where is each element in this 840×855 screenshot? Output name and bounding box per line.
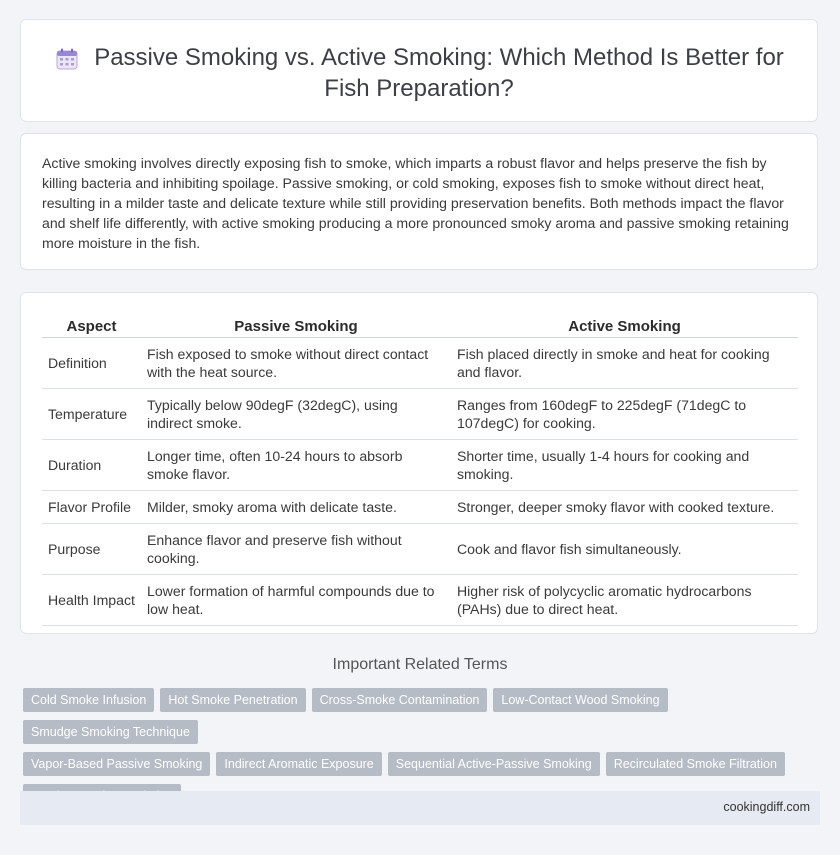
row-active: Stronger, deeper smoky flavor with cooked texture.	[451, 491, 798, 524]
intro-card	[20, 133, 818, 270]
comparison-table	[42, 312, 798, 626]
footer	[20, 791, 820, 825]
tag-sequential-active-passive-smoking[interactable]: Sequential Active-Passive Smoking	[388, 752, 600, 776]
comparison-card	[20, 292, 818, 634]
row-aspect: Health Impact	[42, 575, 141, 626]
row-aspect: Duration	[42, 440, 141, 491]
table-row	[42, 389, 798, 440]
header-aspect: Aspect	[42, 312, 141, 338]
title-card	[20, 19, 818, 122]
tag-cross-smoke-contamination[interactable]: Cross-Smoke Contamination	[312, 688, 488, 712]
tag-low-contact-wood-smoking[interactable]: Low-Contact Wood Smoking	[493, 688, 667, 712]
row-passive: Longer time, often 10-24 hours to absorb smoke flavor.	[141, 440, 451, 491]
table-row	[42, 491, 798, 524]
tag-hot-smoke-penetration[interactable]: Hot Smoke Penetration	[160, 688, 305, 712]
row-aspect: Definition	[42, 338, 141, 389]
tag-vapor-based-passive-smoking[interactable]: Vapor-Based Passive Smoking	[23, 752, 210, 776]
tag-cold-smoke-infusion[interactable]: Cold Smoke Infusion	[23, 688, 154, 712]
page-title	[21, 42, 817, 104]
page-title-line-2: Fish Preparation?	[324, 75, 514, 102]
related-terms-title: Important Related Terms	[332, 656, 508, 673]
footer-site-link[interactable]: cookingdiff.com	[723, 800, 810, 814]
row-active: Ranges from 160degF to 225degF (71degC to 107degC) for cooking.	[451, 389, 798, 440]
row-passive: Fish exposed to smoke without direct contact with the heat source.	[141, 338, 451, 389]
table-row	[42, 524, 798, 575]
row-passive: Enhance flavor and preserve fish without cooking.	[141, 524, 451, 575]
tag-smudge-smoking-technique[interactable]: Smudge Smoking Technique	[23, 720, 198, 744]
table-row	[42, 338, 798, 389]
table-row	[42, 440, 798, 491]
row-passive: Lower formation of harmful compounds due to low heat.	[141, 575, 451, 626]
row-passive: Typically below 90degF (32degC), using indirect smoke.	[141, 389, 451, 440]
tag-indirect-aromatic-exposure[interactable]: Indirect Aromatic Exposure	[216, 752, 381, 776]
row-aspect: Temperature	[42, 389, 141, 440]
row-aspect: Flavor Profile	[42, 491, 141, 524]
row-active: Shorter time, usually 1-4 hours for cooking and smoking.	[451, 440, 798, 491]
table-header-row	[42, 312, 798, 338]
intro-text: Active smoking involves directly exposing fish to smoke, which imparts a robust flavor and helps preserve the fish by killing bacteria and inhibiting spoilage. Passive smoking, or cold smoking, exposes fish to smoke without direct heat, resulting in a milder taste and delicate texture while still providing preservation benefits. Both methods impact the flavor and shelf life differently, with active smoking producing a more pronounced smoky aroma and passive smoking retaining more moisture in the fish.	[42, 155, 789, 251]
header-active: Active Smoking	[451, 312, 798, 338]
row-active: Cook and flavor fish simultaneously.	[451, 524, 798, 575]
row-aspect: Purpose	[42, 524, 141, 575]
tag-recirculated-smoke-filtration[interactable]: Recirculated Smoke Filtration	[606, 752, 785, 776]
page-title-line-1: Passive Smoking vs. Active Smoking: Which Method Is Better for	[94, 44, 784, 71]
row-active: Fish placed directly in smoke and heat for cooking and flavor.	[451, 338, 798, 389]
header-passive: Passive Smoking	[141, 312, 451, 338]
table-row	[42, 575, 798, 626]
row-active: Higher risk of polycyclic aromatic hydrocarbons (PAHs) due to direct heat.	[451, 575, 798, 626]
row-passive: Milder, smoky aroma with delicate taste.	[141, 491, 451, 524]
